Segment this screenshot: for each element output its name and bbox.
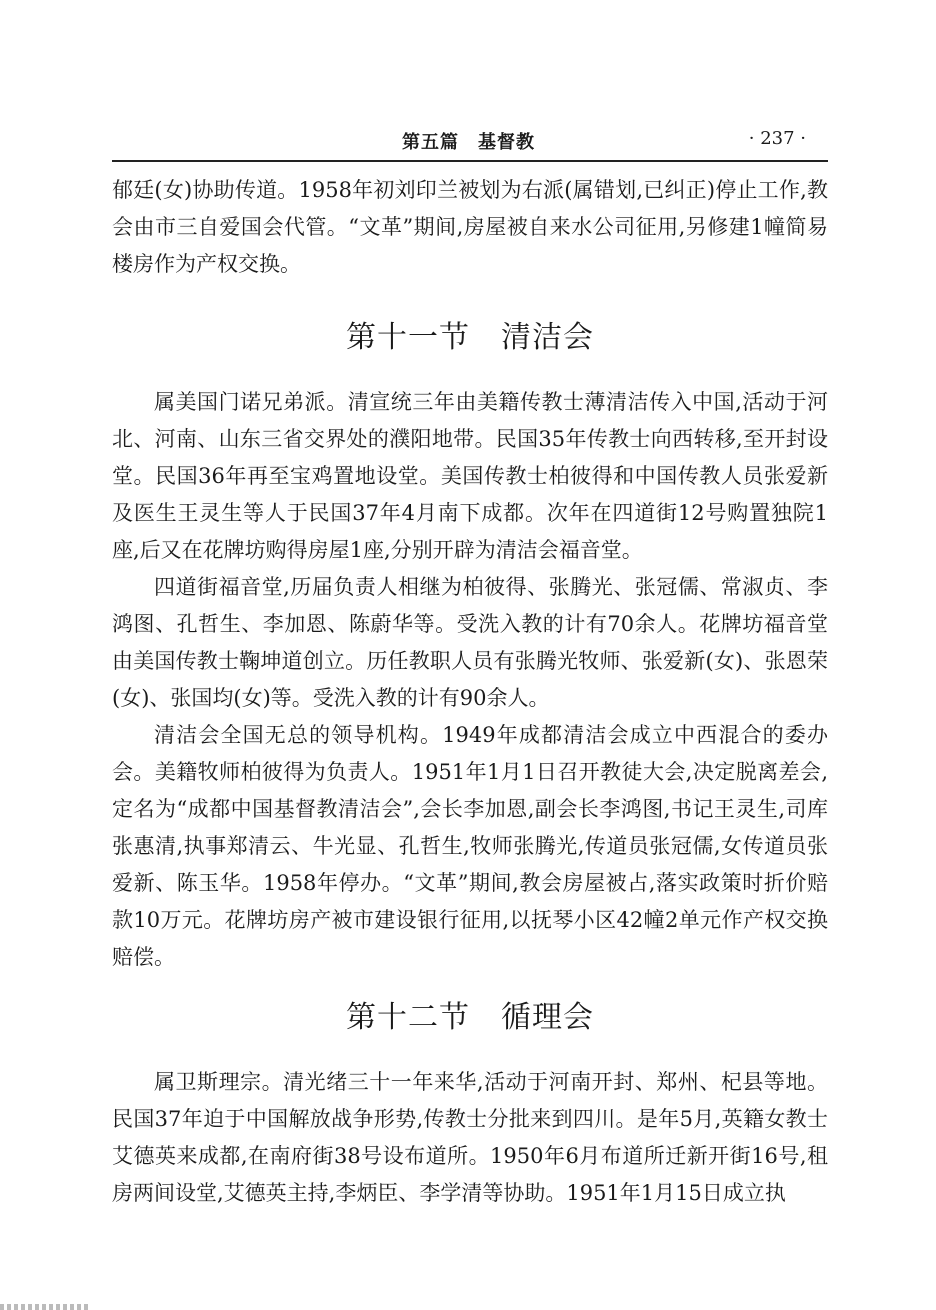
intro-paragraph: 郁廷(女)协助传道。1958年初刘印兰被划为右派(属错划,已纠正)停止工作,教会由市三自爱国会代管。“文革”期间,房屋被自来水公司征用,另修建1幢简易楼房作为产权交换。 bbox=[112, 178, 828, 276]
section-11-paragraph-1: 属美国门诺兄弟派。清宣统三年由美籍传教士薄清洁传入中国,活动于河北、河南、山东三省交界处的濮阳地带。民国35年传教士向西转移,至开封设堂。民国36年再至宝鸡置地设堂。美国传教士柏彼得和中国传教人员张爱新及医生王灵生等人于民国37年4月南下成都。次年在四道街12号购置独院1座,后又在花牌坊购得房屋1座,分别开辟为清洁会福音堂。 bbox=[112, 390, 828, 562]
section-11-body bbox=[112, 384, 828, 976]
header-title: 第五篇 基督教 bbox=[402, 132, 535, 153]
section-12-body bbox=[112, 1064, 828, 1212]
section-heading-11: 第十一节 清洁会 bbox=[346, 320, 594, 355]
section-12-paragraph-1: 属卫斯理宗。清光绪三十一年来华,活动于河南开封、郑州、杞县等地。民国37年迫于中国解放战争形势,传教士分批来到四川。是年5月,英籍女教士艾德英来成都,在南府街38号设布道所。1950年6月布道所迁新开街16号,租房两间设堂,艾德英主持,李炳臣、李学清等协助。1951年1月15日成立执 bbox=[112, 1070, 828, 1205]
intro-block bbox=[112, 172, 828, 283]
page-number: · 237 · bbox=[748, 128, 806, 149]
section-11-paragraph-3: 清洁会全国无总的领导机构。1949年成都清洁会成立中西混合的委办会。美籍牧师柏彼得为负责人。1951年1月1日召开教徒大会,决定脱离差会,定名为“成都中国基督教清洁会”,会长李加恩,副会长李鸿图,书记王灵生,司库张惠清,执事郑清云、牛光显、孔哲生,牧师张腾光,传道员张冠儒,女传道员张爱新、陈玉华。1958年停办。“文革”期间,教会房屋被占,落实政策时折价赔款10万元。花牌坊房产被市建设银行征用,以抚琴小区42幢2单元作产权交换赔偿。 bbox=[112, 723, 828, 969]
scan-edge-mark bbox=[0, 1304, 90, 1310]
section-heading-12: 第十二节 循理会 bbox=[346, 1000, 594, 1035]
section-11-paragraph-2: 四道街福音堂,历届负责人相继为柏彼得、张腾光、张冠儒、常淑贞、李鸿图、孔哲生、李加恩、陈蔚华等。受洗入教的计有70余人。花牌坊福音堂由美国传教士鞠坤道创立。历任教职人员有张腾光牧师、张爱新(女)、张恩荣(女)、张国均(女)等。受洗入教的计有90余人。 bbox=[112, 575, 828, 710]
running-header bbox=[112, 124, 828, 162]
